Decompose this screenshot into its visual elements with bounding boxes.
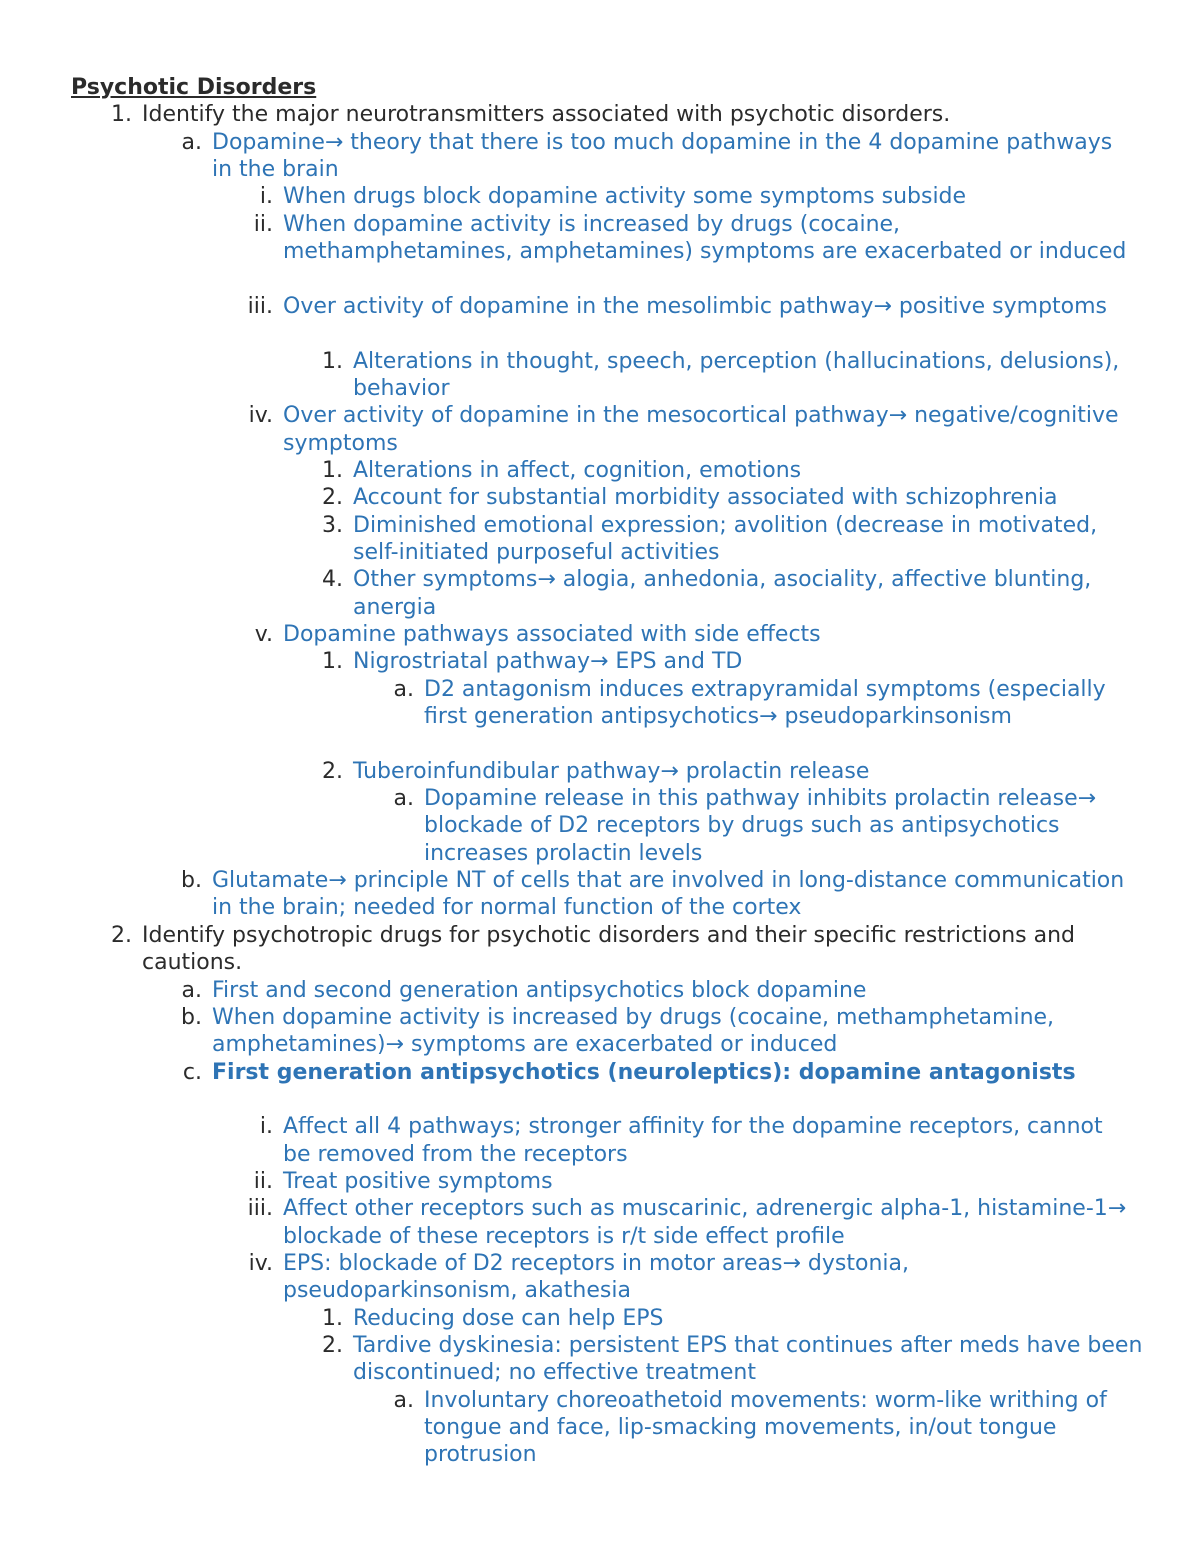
list-marker: a. <box>181 129 202 155</box>
list-marker: a. <box>393 1387 414 1413</box>
item-text: Tardive dyskinesia: persistent EPS that continues after meds have been discontinued; no effective treatment <box>353 1333 1143 1386</box>
item-text: Tuberoinfundibular pathway→ prolactin release <box>353 758 870 784</box>
outline-item <box>248 402 1128 457</box>
list-marker: a. <box>181 977 202 1003</box>
list-marker: b. <box>181 1004 202 1030</box>
item-text: Involuntary choreoathetoid movements: worm-like writhing of tongue and face, lip-smacking movements, in/out tongue protrusion <box>424 1387 1107 1468</box>
outline-item <box>181 977 1127 1004</box>
item-text: Over activity of dopamine in the mesocortical pathway→ negative/cognitive symptoms <box>283 403 1119 456</box>
list-marker: ii. <box>253 1169 273 1194</box>
item-text: Dopamine pathways associated with side effects <box>283 622 821 647</box>
list-marker: a. <box>393 786 414 812</box>
item-text: Affect other receptors such as muscarinic, adrenergic alpha-1, histamine-1→ blockade of these receptors is r/t side effect profile <box>283 1196 1127 1249</box>
outline-item <box>247 293 1128 320</box>
item-text: EPS: blockade of D2 receptors in motor areas→ dystonia, pseudoparkinsonism, akathesia <box>283 1251 909 1304</box>
list-marker: i. <box>259 1114 273 1140</box>
item-text: Nigrostriatal pathway→ EPS and TD <box>353 649 743 675</box>
outline-item <box>322 566 1143 621</box>
item-text: Dopamine release in this pathway inhibits prolactin release→ blockade of D2 receptors by drugs such as antipsychotics increases prolactin levels <box>424 786 1097 866</box>
outline-item <box>248 1250 1128 1305</box>
item-text: Alterations in affect, cognition, emotions <box>353 457 802 483</box>
item-text: When dopamine activity is increased by drugs (cocaine, methamphetamines, amphetamines) symptoms are exacerbated or induced <box>283 211 1127 265</box>
outline-item <box>254 621 1128 648</box>
outline-item <box>322 648 1143 675</box>
item-text: Over activity of dopamine in the mesolimbic pathway→ positive symptoms <box>283 293 1108 319</box>
list-marker: iv. <box>248 1251 273 1277</box>
list-marker: v. <box>254 622 273 647</box>
list-marker: 1. <box>322 1305 343 1331</box>
item-text: D2 antagonism induces extrapyramidal symptoms (especially first generation antipsychotics→ pseudoparkinsonism <box>424 676 1106 730</box>
item-text: Reducing dose can help EPS <box>353 1305 664 1331</box>
list-marker: 1. <box>322 348 343 374</box>
outline-item <box>181 867 1127 922</box>
list-marker: 4. <box>322 567 343 593</box>
outline-item <box>322 758 1143 785</box>
outline-item <box>182 1059 1127 1086</box>
list-marker: 2. <box>322 1333 343 1359</box>
list-marker: iv. <box>248 403 273 429</box>
outline-item <box>393 676 1144 731</box>
list-marker: a. <box>393 676 414 702</box>
outline-item <box>322 1332 1143 1387</box>
list-marker: ii. <box>253 211 273 237</box>
item-text: Other symptoms→ alogia, anhedonia, asociality, affective blunting, anergia <box>353 567 1092 620</box>
outline-item <box>322 484 1143 511</box>
list-marker: 2. <box>322 758 343 784</box>
item-text: Alterations in thought, speech, perception (hallucinations, delusions), behavior <box>353 348 1120 401</box>
outline-item <box>181 129 1127 184</box>
page-title: Psychotic Disorders <box>71 75 317 100</box>
outline-item <box>253 211 1128 266</box>
outline-item <box>259 1113 1128 1168</box>
item-text: Affect all 4 pathways; stronger affinity for the dopamine receptors, cannot be removed from the receptors <box>283 1114 1103 1167</box>
item-text: Treat positive symptoms <box>283 1169 553 1194</box>
list-marker: iii. <box>247 293 273 319</box>
item-text: Dopamine→ theory that there is too much dopamine in the 4 dopamine pathways in the brain <box>212 129 1113 183</box>
outline-item <box>322 512 1143 567</box>
list-marker: 1. <box>322 457 343 483</box>
list-marker: c. <box>182 1059 202 1085</box>
item-text: Glutamate→ principle NT of cells that are involved in long-distance communication in the brain; needed for normal function of the cortex <box>212 868 1125 921</box>
outline-item <box>181 1004 1127 1059</box>
outline-item <box>247 1195 1128 1250</box>
item-text: When dopamine activity is increased by drugs (cocaine, methamphetamine, amphetamines)→ symptoms are exacerbated or induced <box>212 1004 1055 1058</box>
list-marker: 1. <box>322 649 343 675</box>
outline-item <box>322 457 1143 484</box>
outline-item <box>253 1168 1128 1195</box>
outline-item <box>111 101 1112 128</box>
list-marker: b. <box>181 868 202 894</box>
item-text: Identify psychotropic drugs for psychotic disorders and their specific restrictions and cautions. <box>142 922 1076 976</box>
item-text: Account for substantial morbidity associated with schizophrenia <box>353 485 1058 511</box>
outline-item <box>393 1387 1144 1469</box>
outline-item <box>322 348 1143 403</box>
item-text: First and second generation antipsychotics block dopamine <box>212 977 867 1003</box>
list-marker: 2. <box>322 485 343 511</box>
item-text: Diminished emotional expression; avolition (decrease in motivated, self-initiated purposeful activities <box>353 512 1098 565</box>
item-text: When drugs block dopamine activity some symptoms subside <box>283 184 967 210</box>
list-marker: i. <box>259 184 273 210</box>
item-text: First generation antipsychotics (neuroleptics): dopamine antagonists <box>212 1059 1076 1085</box>
outline-item <box>259 183 1128 210</box>
list-marker: 3. <box>322 512 343 538</box>
outline-item <box>322 1305 1143 1332</box>
item-text: Identify the major neurotransmitters associated with psychotic disorders. <box>142 102 951 128</box>
outline-item <box>393 785 1144 867</box>
list-marker: iii. <box>247 1196 273 1222</box>
outline-item <box>111 922 1112 977</box>
list-marker: 1. <box>111 102 132 128</box>
list-marker: 2. <box>111 922 132 948</box>
